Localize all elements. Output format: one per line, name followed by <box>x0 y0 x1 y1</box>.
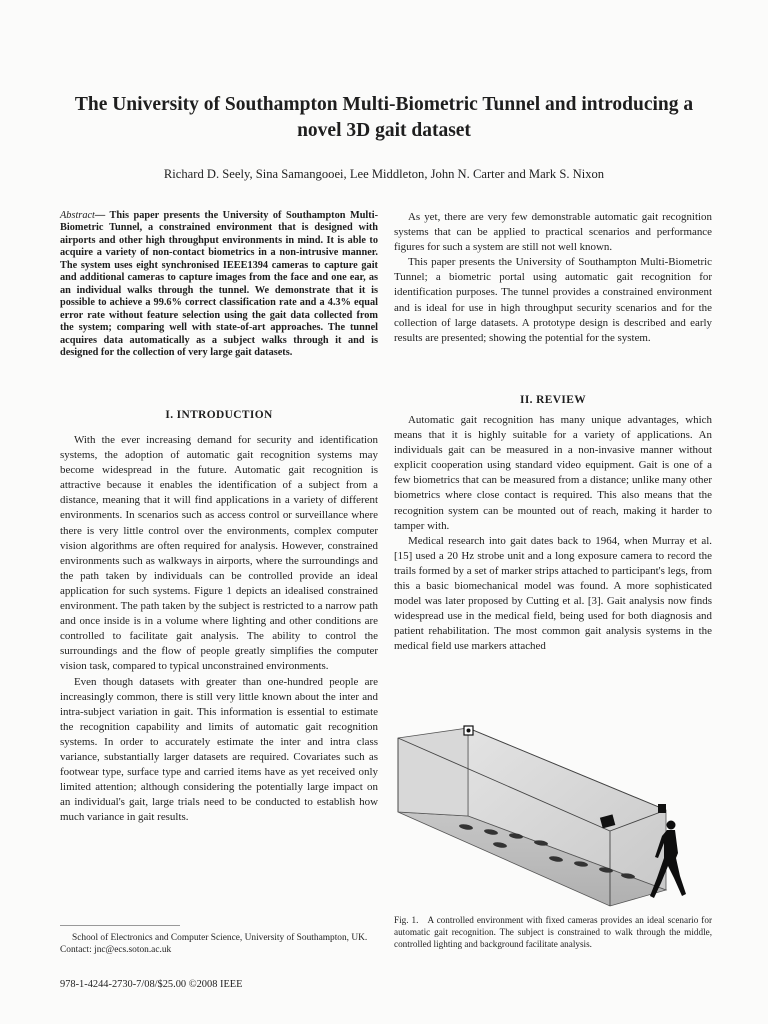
review-heading: II. REVIEW <box>519 394 587 406</box>
figure-label: Fig. 1. <box>394 915 419 925</box>
camera-icon <box>658 804 666 813</box>
abstract-text: — This paper presents the University of Southampton Multi-Biometric Tunnel, a constrained environment that is designed with airports and other high throughput environments in mind. It is able to acquire a variety of non-contact biometrics in a non-intrusive manner. The system uses eight synchronised IEEE1394 cameras to capture gait and additional cameras to capture images from the face and one ear, as an individual walks through the tunnel. We demonstrate that it is possible to achieve a 99.6% correct classification rate and a 4.3% equal error rate without feature selection using the gait data collected from the system; comparing well with state-of-art approaches. The tunnel acquires data automatically as a subject walks through it and is designed for the collection of very large gait datasets. <box>60 210 378 358</box>
paper-title: The University of Southampton Multi-Biometric Tunnel and introducing a novel 3D gait dataset <box>74 94 694 141</box>
intro-continued-paragraph: As yet, there are very few demonstrable automatic gait recognition systems that can be applied to practical scenarios and performance figures for such a system are still not well known. <box>394 211 712 254</box>
abstract <box>60 210 378 359</box>
tunnel-figure <box>396 718 708 913</box>
figure-caption-text: A controlled environment with fixed cameras provides an ideal scenario for automatic gait recognition. The subject is constrained to walk through the middle, controlled lighting and background facilitate analysis. <box>394 915 713 949</box>
review-paragraph: Medical research into gait dates back to 1964, when Murray et al. [15] used a 20 Hz strobe unit and a long exposure camera to record the trails formed by a set of marker strips attached to participant's legs, from this a basic biomechanical model was found. A more sophisticated model was later proposed by Cutting et al. [3]. Gait analysis now finds widespread use in the medical field, being used for both diagnosis and patient rehabilitation. The most common gait analysis systems in the medical field use markers attached <box>394 534 712 653</box>
introduction-section <box>60 409 378 825</box>
author-list: Richard D. Seely, Sina Samangooei, Lee Middleton, John N. Carter and Mark S. Nixon <box>163 167 605 181</box>
abstract-label: Abstract <box>60 210 95 221</box>
review-paragraph: Automatic gait recognition has many unique advantages, which means that it is highly suitable for a variety of applications. An individuals gait can be measured in a non-invasive manner without explicit cooperation using standard video equipment. Gait is one of a few biometrics that can be measured from a distance; unlike many other biometrics where close contact is required. This also means that the recognition system can be mounted out of reach, making it harder to tamper with. <box>394 414 712 532</box>
intro-paragraph: With the ever increasing demand for security and identification systems, the adoption of automatic gait recognition systems may become widespread in the future. Automatic gait recognition is attractive because it enables the identification of a subject from a distance, meaning that it will find applications in a variety of different environments. In scenarios such as access control or surveillance where there is very little control over the environments, complex computer vision algorithms are often required for analysis. However, constrained environments such as walkways in airports, where the surroundings and the path taken by individuals can be controlled provide an ideal application for such systems. Figure 1 depicts an idealised constrained environment. The path taken by the subject is restricted to a narrow path and once inside is in a volume where lighting and other conditions are controlled to facilitate gait analysis. The ability to control the surroundings and the flow of people greatly simplifies the computer vision task, compared to typical unconstrained environments. <box>60 434 378 673</box>
footnote-text: School of Electronics and Computer Science, University of Southampton, UK. Contact: jnc@ecs.soton.ac.uk <box>60 933 368 955</box>
intro-continued-paragraph: This paper presents the University of Southampton Multi-Biometric Tunnel; a biometric portal using automatic gait recognition for identification purposes. The tunnel provides a constrained environment and is ideal for use in high throughput security scenarios and for the collection of large datasets. A prototype design is described and early results are presented; showing the potential for the system. <box>394 256 712 344</box>
intro-paragraph: Even though datasets with greater than one-hundred people are increasingly common, there is still very little known about the inter and intra-subject variation in gait. This information is essential to estimate the recognition capability and limits of automatic gait recognition systems. In order to accurately estimate the inter and intra class variance, substantially larger datasets are required. Covariates such as footwear type, surface type and carried items have as yet received only limited attention; although considering the potentially large impact on an individual's gait, large trials need to be conducted to establish how much variance in gait results. <box>60 675 378 824</box>
footnote-rule <box>60 925 180 926</box>
isbn-line: 978-1-4244-2730-7/08/$25.00 ©2008 IEEE <box>60 979 243 990</box>
introduction-heading: I. INTRODUCTION <box>165 409 273 421</box>
figure-caption <box>394 914 712 950</box>
footnote <box>60 932 378 956</box>
intro-continued <box>394 210 712 346</box>
review-section <box>394 394 712 655</box>
tunnel-diagram <box>396 718 708 913</box>
tunnel-side-wall <box>398 728 468 816</box>
